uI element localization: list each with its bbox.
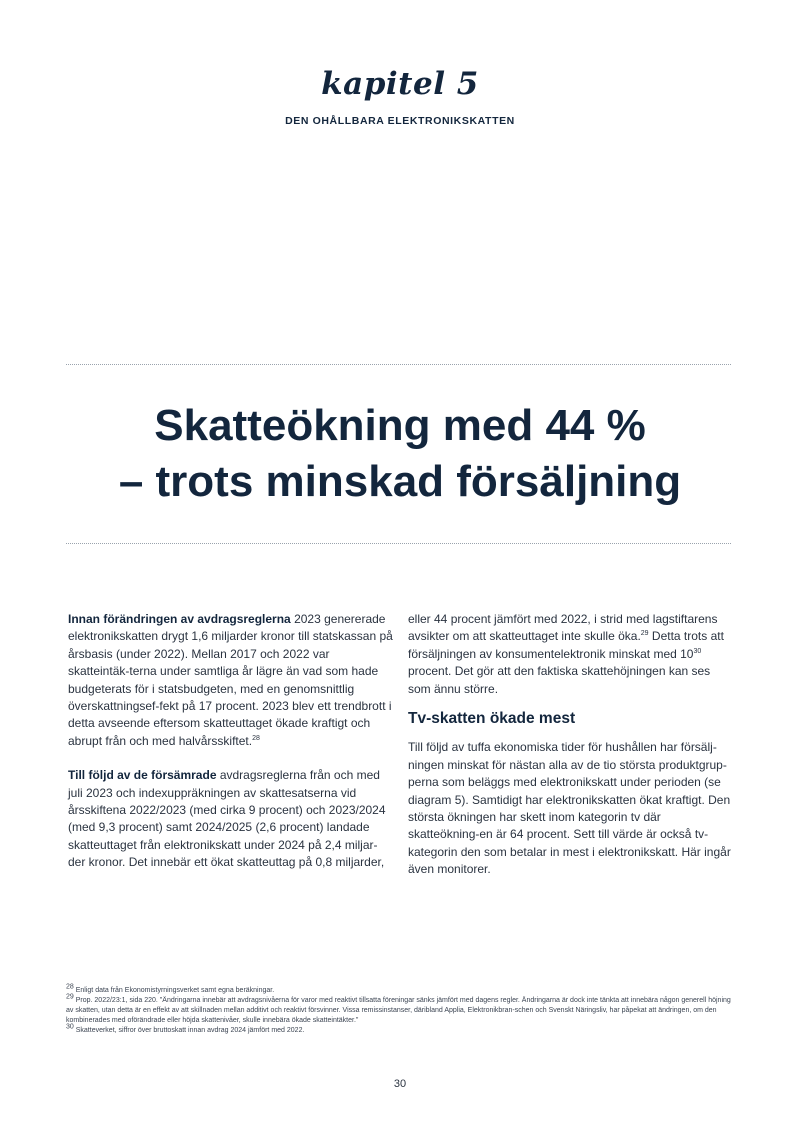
right-paragraph-1-text-b: Detta trots att försäljningen av konsumentelektronik minskat med 10 <box>408 629 724 661</box>
headline-line-1: Skatteökning med 44 % <box>154 401 646 450</box>
right-paragraph-1-text-a: eller 44 procent jämfört med 2022, i strid med lagstiftarens avsikter om att skatteuttaget inte skulle öka. <box>408 612 718 644</box>
footnote-30 <box>66 1023 734 1036</box>
divider-top <box>66 364 731 365</box>
footnote-ref-30[interactable]: 30 <box>693 647 702 655</box>
left-paragraph-1-text: 2023 genererade elektronikskatten drygt 1,6 miljarder kronor till statskassan på årsbasis (under 2022). Mellan 2017 och 2022 var skatteintäk-terna under samtliga år lägre än vad som hade budgeterats för i statsbudgeten, med en genomsnittlig överskattningsef-fekt på 17 procent. 2023 blev ett trendbrott i detta avseende eftersom skatteuttaget ökade kraftigt och abrupt från och med halvårsskiftet. <box>68 612 393 748</box>
footnote-ref-28[interactable]: 28 <box>252 734 260 742</box>
page-headline <box>0 398 800 510</box>
divider-bottom <box>66 543 731 544</box>
left-paragraph-2-lead: Till följd av de försämrade <box>68 768 217 783</box>
right-column <box>408 611 734 879</box>
left-paragraph-1-lead: Innan förändringen av avdragsreglerna <box>68 612 291 626</box>
footnote-28-number: 28 <box>66 983 74 991</box>
footnote-29-text: Prop. 2022/23:1, sida 220. "Ändringarna innebär att avdragsnivåerna för varor med reaktivt tillsatta föreningar sänks jämfört med dagens regler. Ändringarna är dock inte tänkta att innebära någon generell höjning av skatten, utan detta är en effekt av att skillnaden mellan additivt och reaktivt försvinner. Vissa remissinstanser, däribland Applia, Elektronikbran-schen och Svenskt Näringsliv, har påpekat att ändringen, om den kombinerades med oförändrade eller höjda skattenivåer, skulle innebära ökade skatteintäkter." <box>66 997 731 1024</box>
section-heading: Tv-skatten ökade mest <box>408 710 576 728</box>
left-paragraph-2-text: avdragsreglerna från och med juli 2023 och indexuppräkningen av skattesatserna vid årsskiftena 2022/2023 (med cirka 9 procent) och 2023/2024 (med 9,3 procent) samt 2024/2025 (2,6 procent) landade skatteuttaget från elektronikskatt under 2024 på 2,4 miljar-der kronor. Det innebär ett ökat skatteuttag på 0,8 miljarder, <box>68 768 386 870</box>
footnote-28-text: Enligt data från Ekonomistyrningsverket samt egna beräkningar. <box>73 987 275 994</box>
left-column <box>68 611 394 872</box>
right-paragraph-1 <box>408 611 734 698</box>
left-paragraph-2 <box>68 767 394 871</box>
right-paragraph-2: Till följd av tuffa ekonomiska tider för hushållen har försälj-ningen minskat för nästan alla av de tio största produktgrup-perna som beläggs med elektronikskatt under perioden (se diagram 5). Samtidigt har elektronikskatten ökat kraftigt. Den största ökningen har skett inom kategorin tv där skatteökning-en är 64 procent. Sett till värde är också tv-kategorin den som betalar in mest i elektronikskatt. Här ingår även monitorer. <box>408 740 731 877</box>
right-paragraph-1-text-c: procent. Det gör att den faktiska skattehöjningen kan ses som ännu större. <box>408 664 711 696</box>
chapter-subtitle: DEN OHÅLLBARA ELEKTRONIKSKATTEN <box>285 115 515 127</box>
footnotes <box>66 983 734 1036</box>
headline-line-2: – trots minskad försäljning <box>118 457 682 506</box>
footnote-30-text: Skatteverket, siffror över bruttoskatt innan avdrag 2024 jämfört med 2022. <box>73 1027 305 1034</box>
footnote-28 <box>66 983 734 996</box>
footnote-29-number: 29 <box>66 993 74 1001</box>
chapter-label: kapitel 5 <box>321 66 479 102</box>
left-paragraph-1 <box>68 611 394 750</box>
footnote-30-number: 30 <box>66 1023 74 1031</box>
footnote-ref-29[interactable]: 29 <box>640 630 649 638</box>
footnote-29 <box>66 993 734 1026</box>
page-number: 30 <box>393 1078 407 1090</box>
